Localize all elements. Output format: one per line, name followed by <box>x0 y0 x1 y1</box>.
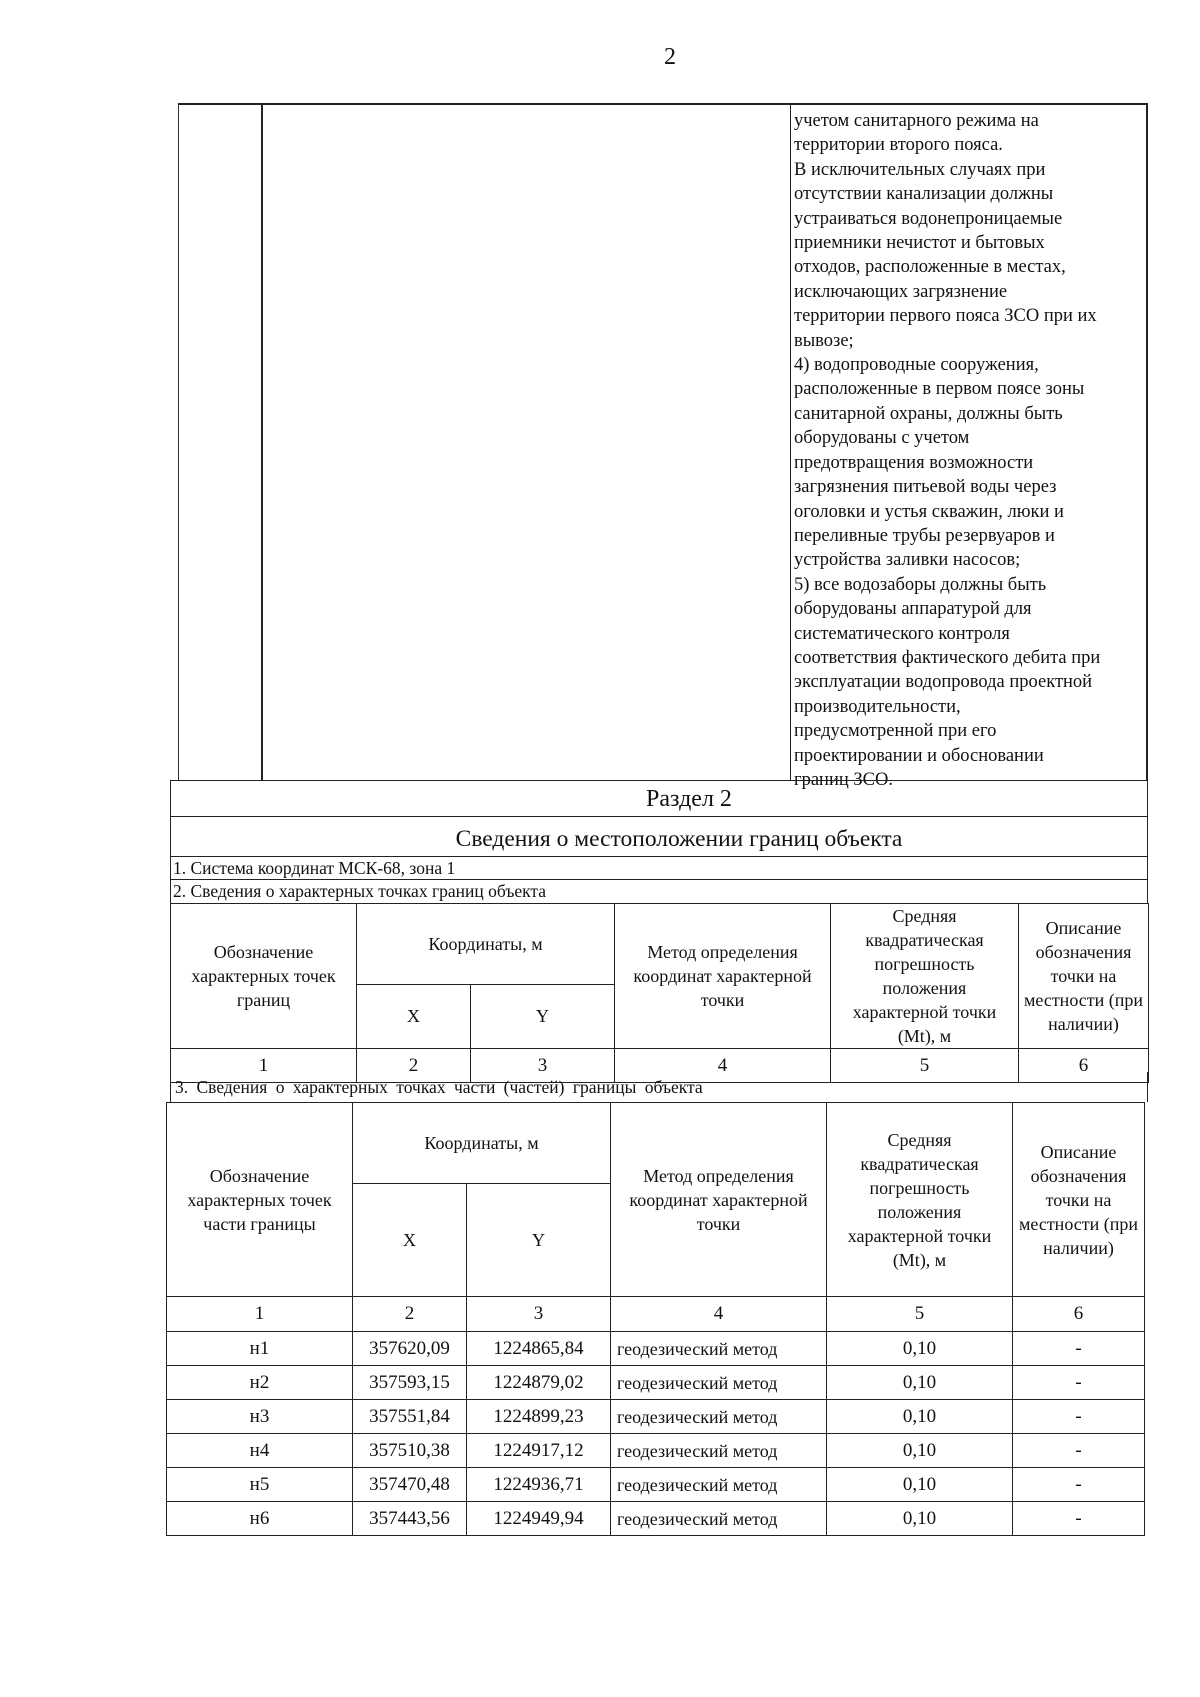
point-y: 1224949,94 <box>467 1502 611 1536</box>
col-number: 6 <box>1013 1297 1145 1332</box>
text-line: исключающих загрязнение <box>794 281 1008 302</box>
header-x: X <box>353 1184 467 1297</box>
column-divider <box>790 105 791 780</box>
table-row <box>167 1502 1145 1536</box>
point-id: н3 <box>167 1400 353 1434</box>
section-title: Раздел 2 <box>171 781 1147 817</box>
text-line: эксплуатации водопровода проектной <box>794 672 1093 693</box>
point-method: геодезический метод <box>611 1332 827 1366</box>
point-desc: - <box>1013 1502 1145 1536</box>
point-method: геодезический метод <box>611 1502 827 1536</box>
col-number: 1 <box>167 1297 353 1332</box>
col-number: 4 <box>611 1297 827 1332</box>
point-y: 1224917,12 <box>467 1434 611 1468</box>
continuation-table <box>178 103 1148 790</box>
text-line: устройства заливки насосов; <box>794 550 1021 571</box>
header-x: X <box>357 984 471 1048</box>
text-line: предусмотренной при его <box>794 721 997 742</box>
point-x: 357593,15 <box>353 1366 467 1400</box>
text-line: территории второго пояса. <box>794 135 1003 156</box>
col-number: 3 <box>471 1049 615 1083</box>
table-row <box>167 1434 1145 1468</box>
point-y: 1224936,71 <box>467 1468 611 1502</box>
point-mt: 0,10 <box>827 1332 1013 1366</box>
part-boundary-points-table <box>166 1102 1145 1536</box>
part-points-label: 3. Сведения о характерных точках части (частей) границы объекта <box>170 1072 1148 1102</box>
point-method: геодезический метод <box>611 1434 827 1468</box>
header-description: Описание обозначения точки на местности (при наличии) <box>1019 904 1149 1049</box>
table-row <box>167 1332 1145 1366</box>
col-number: 2 <box>357 1049 471 1083</box>
point-id: н6 <box>167 1502 353 1536</box>
text-line: приемники нечистот и бытовых <box>794 233 1045 254</box>
header-coords: Координаты, м <box>353 1103 611 1184</box>
point-x: 357510,38 <box>353 1434 467 1468</box>
col-number: 3 <box>467 1297 611 1332</box>
point-y: 1224899,23 <box>467 1400 611 1434</box>
point-id: н1 <box>167 1332 353 1366</box>
header-y: Y <box>471 984 615 1048</box>
header-method: Метод определения координат характерной точки <box>611 1103 827 1297</box>
boundary-points-table <box>170 903 1149 1083</box>
text-line: расположенные в первом поясе зоны <box>794 379 1085 400</box>
header-error: Средняя квадратическая погрешность положения характерной точки (Mt), м <box>831 904 1019 1049</box>
text-line: соответствия фактического дебита при <box>794 647 1101 668</box>
col-number: 5 <box>831 1049 1019 1083</box>
text-line: загрязнения питьевой воды через <box>794 477 1057 498</box>
point-y: 1224865,84 <box>467 1332 611 1366</box>
text-line: переливные трубы резервуаров и <box>794 525 1055 546</box>
col-number: 5 <box>827 1297 1013 1332</box>
text-line: систематического контроля <box>794 623 1010 644</box>
header-coords: Координаты, м <box>357 904 615 985</box>
point-id: н4 <box>167 1434 353 1468</box>
text-line: устраиваться водонепроницаемые <box>794 208 1063 229</box>
point-id: н2 <box>167 1366 353 1400</box>
text-line: территории первого пояса ЗСО при их <box>794 306 1097 327</box>
text-line: отсутствии канализации должны <box>794 184 1054 205</box>
page-number: 2 <box>664 44 676 70</box>
table-row <box>167 1400 1145 1434</box>
point-method: геодезический метод <box>611 1468 827 1502</box>
text-line: 4) водопроводные сооружения, <box>794 355 1039 376</box>
points-label: 2. Сведения о характерных точках границ объекта <box>173 881 547 901</box>
point-y: 1224879,02 <box>467 1366 611 1400</box>
point-desc: - <box>1013 1366 1145 1400</box>
point-mt: 0,10 <box>827 1468 1013 1502</box>
continuation-text <box>794 109 1143 792</box>
table-row <box>167 1468 1145 1502</box>
text-line: оборудованы с учетом <box>794 428 970 449</box>
text-line: санитарной охраны, должны быть <box>794 403 1063 424</box>
point-x: 357551,84 <box>353 1400 467 1434</box>
point-desc: - <box>1013 1332 1145 1366</box>
text-line: предотвращения возможности <box>794 452 1034 473</box>
coordinate-system: 1. Система координат МСК-68, зона 1 <box>171 857 1147 880</box>
point-mt: 0,10 <box>827 1400 1013 1434</box>
point-id: н5 <box>167 1468 353 1502</box>
text-line: проектировании и обосновании <box>794 745 1044 766</box>
col-number: 2 <box>353 1297 467 1332</box>
header-description: Описание обозначения точки на местности (при наличии) <box>1013 1103 1145 1297</box>
column-divider <box>261 105 263 780</box>
point-method: геодезический метод <box>611 1400 827 1434</box>
header-error: Средняя квадратическая погрешность положения характерной точки (Mt), м <box>827 1103 1013 1297</box>
text-line: оборудованы аппаратурой для <box>794 599 1032 620</box>
text-line: границ ЗСО. <box>794 769 893 790</box>
header-y: Y <box>467 1184 611 1297</box>
point-desc: - <box>1013 1468 1145 1502</box>
col-number: 6 <box>1019 1049 1149 1083</box>
text-line: производительности, <box>794 696 961 717</box>
text-line: оголовки и устья скважин, люки и <box>794 501 1064 522</box>
text-line: вывозе; <box>794 330 854 351</box>
text-line: 5) все водозаборы должны быть <box>794 574 1047 595</box>
point-mt: 0,10 <box>827 1502 1013 1536</box>
text-line: учетом санитарного режима на <box>794 111 1039 131</box>
col-number: 1 <box>171 1049 357 1083</box>
header-method: Метод определения координат характерной точки <box>615 904 831 1049</box>
table-row <box>167 1366 1145 1400</box>
point-mt: 0,10 <box>827 1434 1013 1468</box>
point-desc: - <box>1013 1400 1145 1434</box>
header-designation: Обозначение характерных точек границ <box>171 904 357 1049</box>
point-method: геодезический метод <box>611 1366 827 1400</box>
header-designation: Обозначение характерных точек части границы <box>167 1103 353 1297</box>
col-number: 4 <box>615 1049 831 1083</box>
section-subtitle: Сведения о местоположении границ объекта <box>171 817 1147 857</box>
point-mt: 0,10 <box>827 1366 1013 1400</box>
text-line: отходов, расположенные в местах, <box>794 257 1066 278</box>
point-x: 357443,56 <box>353 1502 467 1536</box>
section-2 <box>170 780 1148 904</box>
point-x: 357620,09 <box>353 1332 467 1366</box>
point-x: 357470,48 <box>353 1468 467 1502</box>
text-line: В исключительных случаях при <box>794 159 1046 180</box>
point-desc: - <box>1013 1434 1145 1468</box>
